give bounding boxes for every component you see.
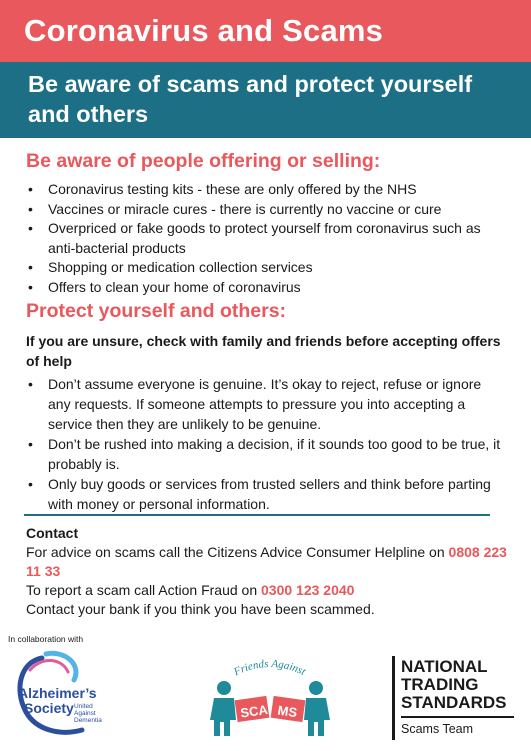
- protect-subheading: If you are unsure, check with family and friends before accepting offers of help: [26, 333, 501, 369]
- subtitle-banner: [0, 62, 531, 138]
- svg-text:SCA: SCA: [239, 701, 269, 721]
- alzheimers-society-logo: [12, 650, 112, 742]
- svg-text:Alzheimer’s: Alzheimer’s: [18, 685, 97, 701]
- page-subtitle: Be aware of scams and protect yourself and others: [28, 71, 473, 127]
- helpline-line: For advice on scams call the Citizens Advice Consumer Helpline on 0808 223 11 33: [26, 544, 507, 579]
- bullet-icon: •: [28, 181, 33, 197]
- offers-list: [26, 180, 506, 297]
- list-item: • Vaccines or miracle cures - there is currently no vaccine or cure: [26, 200, 506, 220]
- contact-divider: [24, 514, 490, 516]
- list-item: • Offers to clean your home of coronavirus: [26, 278, 506, 298]
- contact-title: Contact: [26, 525, 79, 541]
- bullet-icon: •: [28, 220, 33, 236]
- national-trading-standards-logo: NATIONAL TRADING STANDARDS Scams Team: [392, 656, 520, 742]
- bullet-icon: •: [28, 476, 33, 492]
- svg-text:Society: Society: [24, 700, 74, 716]
- helpline-number: 0808 223 11 33: [26, 544, 507, 579]
- bullet-icon: •: [28, 376, 33, 392]
- svg-text:Against: Against: [74, 710, 96, 717]
- svg-text:United: United: [74, 703, 93, 710]
- list-item: • Coronavirus testing kits - these are only offered by the NHS: [26, 180, 506, 200]
- collaboration-label: In collaboration with: [8, 634, 84, 644]
- action-fraud-line: To report a scam call Action Fraud on 0300 123 2040: [26, 582, 355, 598]
- list-item: • Overpriced or fake goods to protect yourself from coronavirus such as anti-bacterial products: [28, 220, 481, 256]
- list-item: • Only buy goods or services from trusted sellers and think before parting with money or personal information.: [28, 476, 491, 512]
- bank-line: Contact your bank if you think you have been scammed.: [26, 601, 375, 617]
- section-heading-offers: Be aware of people offering or selling:: [26, 150, 381, 172]
- svg-text:Friends Against: Friends Against: [231, 657, 308, 679]
- friends-against-scams-logo: [200, 650, 340, 742]
- list-item: • Shopping or medication collection services: [26, 258, 506, 278]
- bullet-icon: •: [28, 200, 33, 217]
- alzheimers-logo-graphic: [12, 650, 112, 742]
- bullet-icon: •: [28, 278, 33, 295]
- friends-against-scams-graphic: [200, 650, 340, 742]
- action-fraud-number: 0300 123 2040: [261, 582, 355, 598]
- page-title: Coronavirus and Scams: [24, 13, 384, 48]
- section-heading-protect: Protect yourself and others:: [26, 300, 287, 322]
- scams-team-label: Scams Team: [401, 722, 474, 736]
- list-item: • Don’t assume everyone is genuine. It’s okay to reject, refuse or ignore any requests. If someone attempts to pressure you into accepting a service then they are unlikely to be genuine.: [28, 376, 482, 432]
- svg-text:MS: MS: [276, 702, 299, 721]
- svg-text:Dementia: Dementia: [74, 717, 102, 724]
- protect-list: [26, 374, 506, 514]
- contact-block: [26, 524, 516, 619]
- bullet-icon: •: [28, 259, 33, 275]
- title-banner: [0, 0, 531, 62]
- bullet-icon: •: [28, 436, 33, 452]
- list-item: • Don’t be rushed into making a decision, if it sounds too good to be true, it probably is.: [28, 436, 501, 472]
